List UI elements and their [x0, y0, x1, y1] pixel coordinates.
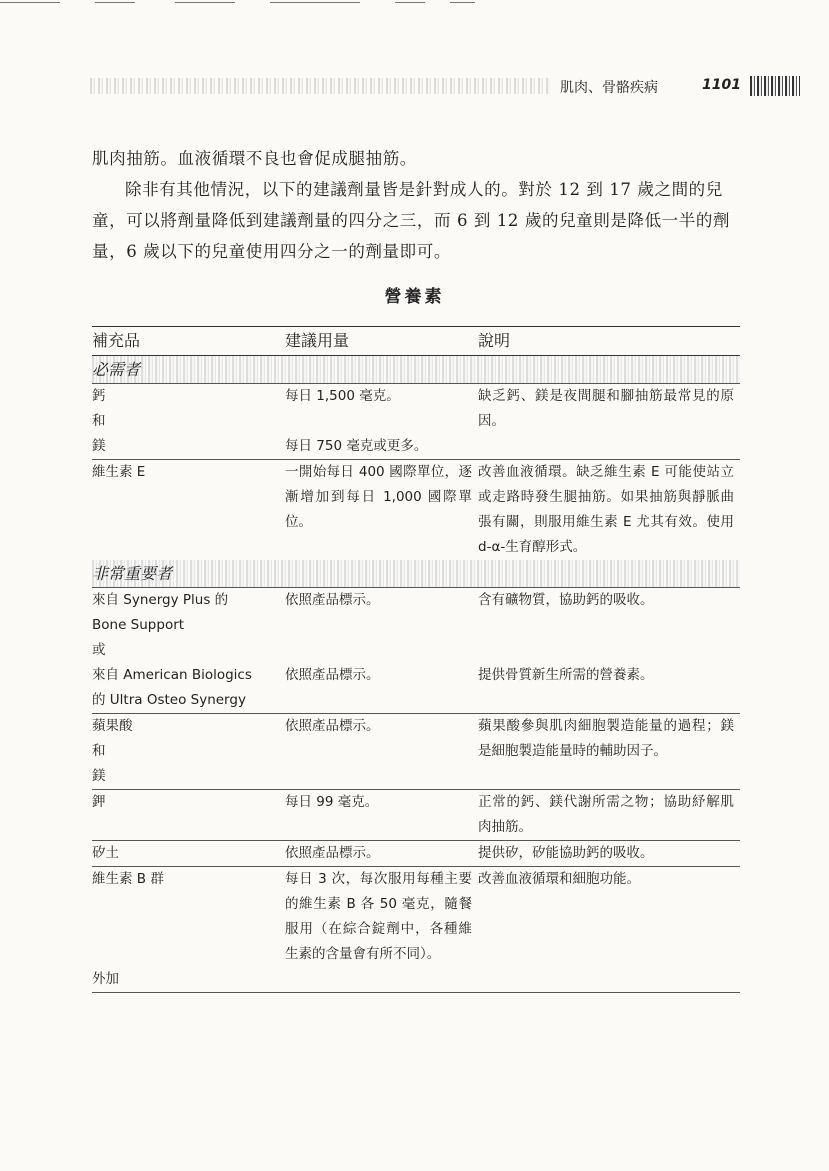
dosage-spacer — [285, 409, 478, 434]
table-row — [92, 714, 740, 790]
paragraph-1: 肌肉抽筋。血液循環不良也會促成腿抽筋。 — [92, 149, 417, 168]
running-header — [90, 70, 745, 100]
dosage-cell: 依照產品標示。 — [285, 592, 380, 608]
dosage-cell: 依照產品標示。 — [285, 714, 478, 790]
dosage-cell — [285, 384, 478, 460]
description-cell: 正常的鈣、鎂代謝所需之物；協助紓解肌肉抽筋。 — [478, 790, 740, 841]
column-header-supplement: 補充品 — [92, 327, 285, 356]
paragraph-2: 除非有其他情況，以下的建議劑量皆是針對成人的。對於 12 到 17 歲之間的兒童，可以將劑量降低到建議劑量的四分之三，而 6 到 12 歲的兒童則是降低一半的劑量，6 歲以下的兒童使用四分之一的劑量即可。 — [92, 180, 731, 261]
supplement-line: 和 — [92, 413, 106, 429]
table-header-row — [92, 327, 740, 356]
header-section: 肌肉、骨骼疾病 — [560, 80, 658, 96]
supplement-spacer — [92, 892, 285, 967]
dosage-cell: 依照產品標示。 — [285, 841, 478, 867]
table-row — [92, 588, 740, 664]
top-rule — [0, 0, 829, 10]
supplement-line: 外加 — [92, 971, 119, 987]
table-row — [92, 663, 740, 714]
column-header-dosage: 建議用量 — [285, 327, 478, 356]
description-cell: 提供矽，矽能協助鈣的吸收。 — [478, 841, 740, 867]
dosage-cell: 一開始每日 400 國際單位，逐漸增加到每日 1,000 國際單位。 — [285, 464, 472, 530]
dosage-line: 每日 750 毫克或更多。 — [285, 438, 428, 454]
supplement-line: 鎂 — [92, 768, 106, 784]
description-cell: 蘋果酸參與肌肉細胞製造能量的過程；鎂是細胞製造能量時的輔助因子。 — [478, 714, 740, 790]
header-noise — [90, 78, 550, 94]
table-title: 營養素 — [384, 287, 445, 307]
page-number: 1101 — [702, 77, 741, 93]
supplement-cell: 鉀 — [92, 790, 285, 841]
table-row — [92, 841, 740, 867]
section-row-essential — [92, 356, 740, 384]
section-row-very-important — [92, 560, 740, 588]
supplement-cell — [92, 714, 285, 790]
supplement-line: 的 Ultra Osteo Synergy — [92, 692, 246, 708]
dosage-line: 每日 1,500 毫克。 — [285, 388, 400, 404]
description-cell: 改善血液循環和細胞功能。 — [478, 867, 740, 993]
table-row — [92, 790, 740, 841]
description-cell: 含有礦物質，協助鈣的吸收。 — [478, 592, 654, 608]
supplement-cell — [92, 588, 285, 664]
supplement-line: 鎂 — [92, 438, 106, 454]
dosage-cell: 依照產品標示。 — [285, 663, 478, 714]
supplement-line: Bone Support — [92, 617, 185, 633]
description-cell: 改善血液循環。缺乏維生素 E 可能使站立或走路時發生腿抽筋。如果抽筋與靜脈曲張有關，則服用維生素 E 尤其有效。使用 d-α-生育醇形式。 — [478, 464, 734, 555]
nutrients-table — [92, 326, 740, 993]
description-cell: 缺乏鈣、鎂是夜間腿和腳抽筋最常見的原因。 — [478, 384, 740, 460]
supplement-line: 來自 Synergy Plus 的 — [92, 592, 229, 608]
table-row — [92, 384, 740, 460]
supplement-cell: 維生素 E — [92, 464, 146, 480]
header-decoration — [750, 76, 800, 96]
supplement-cell: 矽土 — [92, 841, 285, 867]
supplement-line: 和 — [92, 743, 106, 759]
table-row — [92, 867, 740, 993]
table-row — [92, 460, 740, 561]
dosage-cell: 每日 99 毫克。 — [285, 790, 478, 841]
supplement-line: 鈣 — [92, 388, 106, 404]
dosage-cell: 每日 3 次，每次服用每種主要的維生素 B 各 50 毫克，隨餐服用（在綜合錠劑中，各種維生素的含量會有所不同）。 — [285, 867, 478, 993]
supplement-line: 蘋果酸 — [92, 718, 133, 734]
description-cell: 提供骨質新生所需的營養素。 — [478, 663, 740, 714]
supplement-cell — [92, 663, 285, 714]
supplement-line: 維生素 B 群 — [92, 871, 164, 887]
supplement-line: 來自 American Biologics — [92, 667, 252, 683]
column-header-description: 說明 — [478, 327, 740, 356]
section-label-essential: 必需者 — [92, 356, 740, 384]
supplement-line: 或 — [92, 642, 106, 658]
supplement-cell — [92, 867, 285, 993]
section-label-very-important: 非常重要者 — [92, 560, 740, 588]
supplement-cell — [92, 384, 285, 460]
